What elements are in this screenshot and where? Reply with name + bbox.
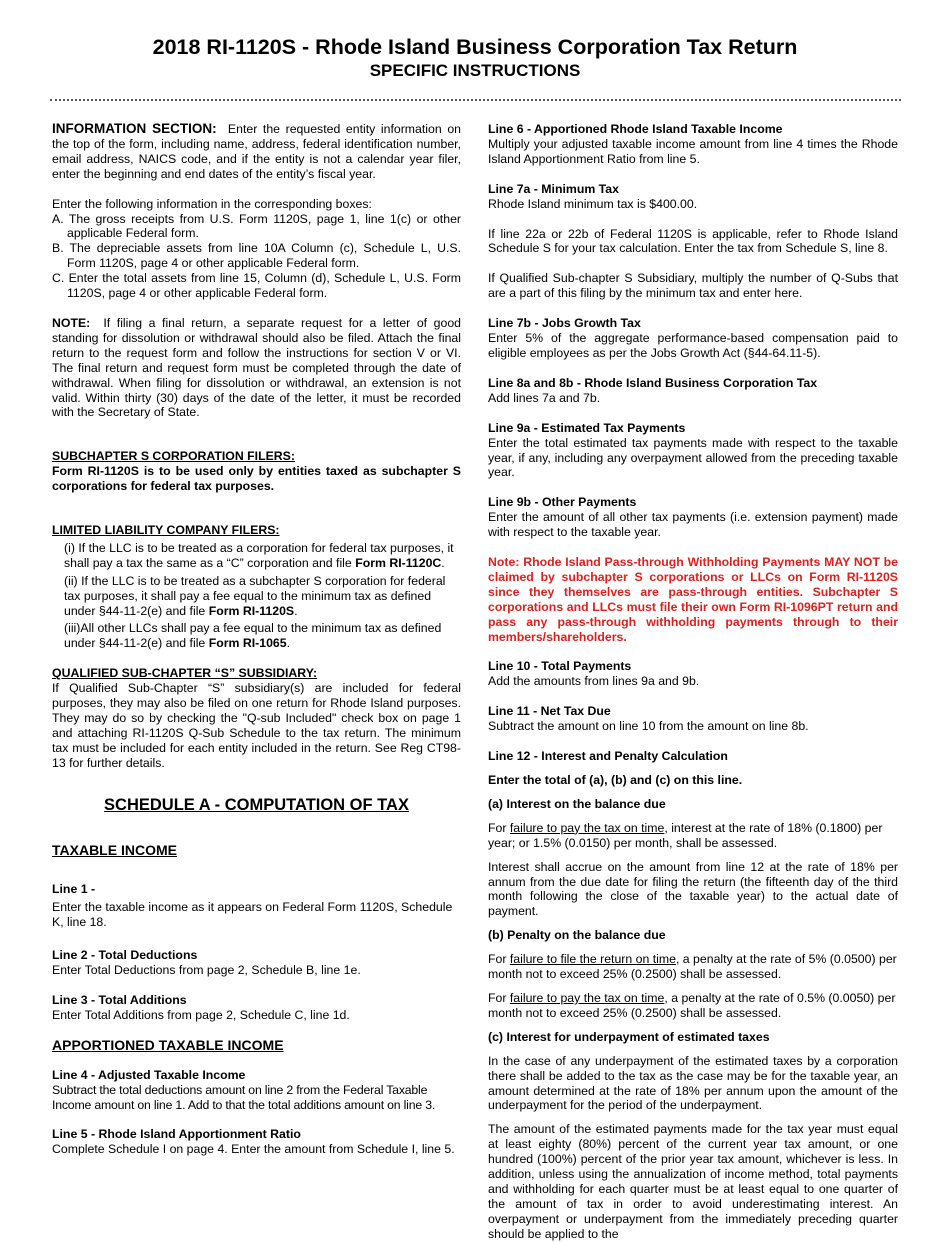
llc-item-1: (i) If the LLC is to be treated as a corporation for federal tax purposes, it shall pay a tax the same as a “C” corporation and file Form RI-1120C.	[64, 540, 454, 570]
interest-failure-to-pay: For failure to pay the tax on time, interest at the rate of 18% (0.1800) per year; or 1.5% (0.0150) per month, shall be assessed.	[488, 820, 883, 850]
line8-heading: Line 8a and 8b - Rhode Island Business Corporation Tax	[488, 375, 818, 390]
llc-list	[52, 541, 461, 651]
page-header	[0, 34, 950, 82]
underpayment-interest-heading: (c) Interest for underpayment of estimated taxes	[488, 1029, 770, 1044]
page-title: 2018 RI-1120S - Rhode Island Business Corporation Tax Return	[152, 35, 798, 59]
schedule-a-heading: SCHEDULE A - COMPUTATION OF TAX	[104, 795, 409, 814]
line2-heading: Line 2 - Total Deductions	[52, 948, 198, 963]
information-section-heading: INFORMATION SECTION:	[52, 121, 217, 136]
note-text: If filing a final return, a separate request for a letter of good standing for dissolution or withdrawal should also be filed. Attach the final return to the request form and follow the instructions for section V or VI. The final return and request form must be completed through the date of withdrawal. When filing for dissolution or withdrawal, an extension is not valid. Within thirty (30) days of the date of the letter, it must be recorded with the Secretary of State.	[52, 315, 461, 420]
information-section	[52, 122, 461, 182]
taxable-income-heading: TAXABLE INCOME	[52, 841, 177, 858]
qsub-text: If Qualified Sub-Chapter “S” subsidiary(s) are included for federal purposes, they may also be filed on one return for Rhode Island purposes. They may do so by checking the "Q-sub Included" check box on page 1 and attaching RI-1120S Q-Sub Schedule to the tax return. The minimum tax must be included for each entity included in the return. See Reg CT98-13 for further details.	[52, 681, 461, 770]
line1-heading: Line 1 -	[52, 882, 96, 897]
line11-text: Subtract the amount on line 10 from the amount on line 8b.	[488, 719, 809, 734]
line11-heading: Line 11 - Net Tax Due	[488, 704, 611, 719]
form-ri-1120s: Form RI-1120S	[208, 603, 295, 618]
line4-heading: Line 4 - Adjusted Taxable Income	[52, 1067, 246, 1082]
right-column	[488, 122, 898, 1242]
left-column	[52, 122, 461, 1157]
line5-text: Complete Schedule I on page 4. Enter the amount from Schedule I, line 5.	[52, 1142, 455, 1157]
box-item-b: B. The depreciable assets from line 10A Column (c), Schedule L, U.S. Form 1120S, page 4 or other applicable Federal form.	[52, 241, 461, 271]
box-item-a: A. The gross receipts from U.S. Form 1120S, page 1, line 1(c) or other applicable Federal form.	[52, 211, 461, 241]
penalty-failure-to-pay: For failure to pay the tax on time, a penalty at the rate of 0.5% (0.0050) per month not to exceed 25% (0.2500) shall be assessed.	[488, 990, 896, 1020]
penalty-balance-due-heading: (b) Penalty on the balance due	[488, 928, 666, 943]
line9a-text: Enter the total estimated tax payments made with respect to the taxable year, if any, including any overpayment allowed from the preceding taxable year.	[488, 435, 898, 480]
line3-text: Enter Total Additions from page 2, Schedule C, line 1d.	[52, 1007, 350, 1022]
line2-text: Enter Total Deductions from page 2, Schedule B, line 1e.	[52, 963, 361, 978]
estimated-payments-text: The amount of the estimated payments made for the tax year must equal at least eighty (80%) percent of the current year tax amount, or one hundred (100%) percent of the prior year tax amount, whichever is less. In addition, unless using the annualization of income method, total payments and withholding for each quarter must be at least equal to one quarter of the amount of tax in order to avoid underestimating interest. An overpayment or underpayment from the immediately preceding quarter should be applied to the	[488, 1122, 898, 1241]
subchapter-s-text: Form RI-1120S is to be used only by entities taxed as subchapter S corporations for federal tax purposes.	[52, 464, 461, 494]
subchapter-s-heading: SUBCHAPTER S CORPORATION FILERS:	[52, 449, 295, 464]
page-subtitle: SPECIFIC INSTRUCTIONS	[369, 61, 581, 80]
llc-item-2: (ii) If the LLC is to be treated as a subchapter S corporation for federal tax purposes, it shall pay a fee equal to the minimum tax as defined under §44-11-2(e) and file Form RI-1120S.	[64, 573, 446, 618]
line12-total-instruction: Enter the total of (a), (b) and (c) on this line.	[488, 773, 743, 787]
information-section-text: Enter the requested entity information on the top of the form, including name, address, federal identification number, email address, NAICS code, and if the entity is not a calendar year filer, enter the beginning and end dates of the entity’s fiscal year.	[52, 122, 461, 181]
penalty-failure-to-file: For failure to file the return on time, a penalty at the rate of 5% (0.0500) per month not to exceed 25% (0.2500) shall be assessed.	[488, 952, 897, 982]
apportioned-taxable-income-heading: APPORTIONED TAXABLE INCOME	[52, 1036, 284, 1053]
note-label: NOTE:	[52, 315, 91, 330]
line1-text: Enter the taxable income as it appears on Federal Form 1120S, Schedule K, line 18.	[52, 900, 453, 930]
llc-heading: LIMITED LIABILITY COMPANY FILERS:	[52, 523, 280, 538]
line9a-heading: Line 9a - Estimated Tax Payments	[488, 420, 686, 435]
line8-text: Add lines 7a and 7b.	[488, 390, 601, 405]
interest-accrual-text: Interest shall accrue on the amount from line 12 at the rate of 18% per annum from the due date for filing the return (the fifteenth day of the third month following the close of the taxable year) to the actual date of payment.	[488, 859, 898, 919]
line6-heading: Line 6 - Apportioned Rhode Island Taxable Income	[488, 122, 783, 136]
form-ri-1065: Form RI-1065	[208, 636, 287, 651]
line7a-schedule-s-text: If line 22a or 22b of Federal 1120S is applicable, refer to Rhode Island Schedule S for your tax calculation. Enter the tax from Schedule S, line 8.	[488, 226, 898, 256]
boxes-intro: Enter the following information in the corresponding boxes:	[52, 196, 372, 211]
box-item-c: C. Enter the total assets from line 15, Column (d), Schedule L, U.S. Form 1120S, page 4 or other applicable Federal form.	[52, 271, 461, 301]
line9b-text: Enter the amount of all other tax payments (i.e. extension payment) made with respect to the taxable year.	[488, 510, 898, 540]
line7a-heading: Line 7a - Minimum Tax	[488, 181, 619, 196]
note-paragraph	[52, 316, 461, 420]
dotted-divider	[50, 99, 901, 101]
line3-heading: Line 3 - Total Additions	[52, 992, 187, 1007]
llc-item-3: (iii)All other LLCs shall pay a fee equal to the minimum tax as defined under §44-11-2(e) and file Form RI-1065.	[64, 621, 442, 651]
line7b-heading: Line 7b - Jobs Growth Tax	[488, 316, 641, 331]
line9b-heading: Line 9b - Other Payments	[488, 495, 637, 510]
form-ri-1120c: Form RI-1120C	[355, 555, 442, 570]
qsub-heading: QUALIFIED SUB-CHAPTER “S” SUBSIDIARY:	[52, 666, 318, 681]
boxes-list	[52, 212, 461, 301]
line12-heading: Line 12 - Interest and Penalty Calculation	[488, 749, 728, 764]
interest-balance-due-heading: (a) Interest on the balance due	[488, 796, 666, 811]
line5-heading: Line 5 - Rhode Island Apportionment Ratio	[52, 1127, 301, 1142]
underpayment-text: In the case of any underpayment of the estimated taxes by a corporation there shall be added to the tax as the case may be for the taxable year, an amount determined at the rate of 18% per annum upon the amount of the underpayment for the period of the underpayment.	[488, 1053, 898, 1113]
line4-text: Subtract the total deductions amount on line 2 from the Federal Taxable Income amount on line 1. Add to that the total additions amount on line 3.	[52, 1082, 436, 1112]
pass-through-withholding-note: Note: Rhode Island Pass-through Withholding Payments MAY NOT be claimed by subchapter S corporations or LLCs on Form RI-1120S since they themselves are pass-through entities. Subchapter S corporations and LLCs must file their own Form RI-1096PT return and pass any pass-through withholding payments through to their members/shareholders.	[488, 555, 898, 644]
line7a-qsub-text: If Qualified Sub-chapter S Subsidiary, multiply the number of Q-Subs that are a part of this filing by the minimum tax and enter here.	[488, 271, 898, 301]
line6-text: Multiply your adjusted taxable income amount from line 4 times the Rhode Island Apportionment Ratio from line 5.	[488, 136, 898, 166]
line7a-text: Rhode Island minimum tax is $400.00.	[488, 196, 698, 211]
line10-heading: Line 10 - Total Payments	[488, 659, 632, 674]
line10-text: Add the amounts from lines 9a and 9b.	[488, 674, 700, 689]
line7b-text: Enter 5% of the aggregate performance-based compensation paid to eligible employees as per the Jobs Growth Act (§44-64.11-5).	[488, 331, 898, 360]
